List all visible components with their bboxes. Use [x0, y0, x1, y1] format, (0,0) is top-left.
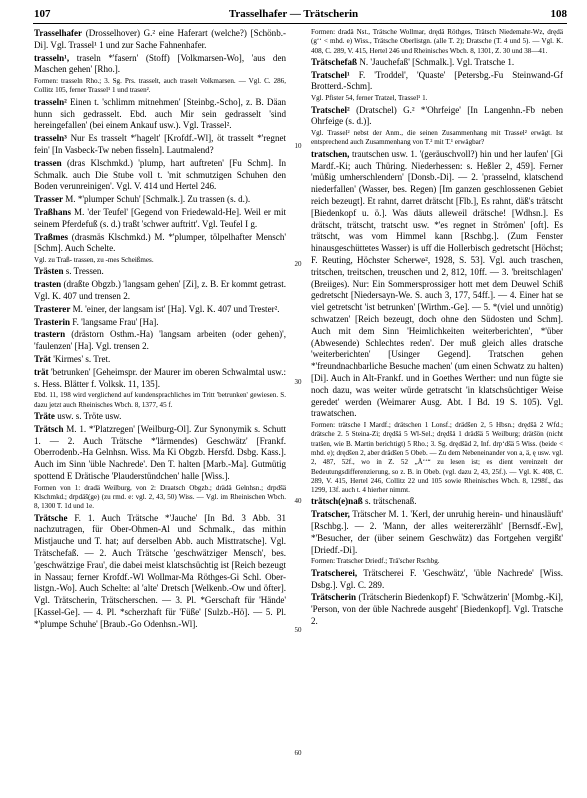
- line-number-40: 40: [294, 497, 302, 505]
- line-number-60: 60: [294, 749, 302, 757]
- entry-text: M. 1. *'Platzregen' [Weilburg-Ol]. Zur Synonymik s. Schutt 1. — 2. Auch Trätsche *'lärmendes) Geschwätz' [Frankf. Oberrodenb.-Ha Gelnhsn. Wiss. Ma Ki Obgzb. Hersfd. Dsbg. Kass.]. Auch im Sinn 'üble Nachrede'. Den T. halten [Marb.-Ma]. Gutmütig spottend E Drätische 'Plauderstündchen' halle [Wiss.].: [34, 423, 287, 481]
- line-number-20: 20: [294, 260, 302, 268]
- entry-text: F. 'langsame Frau' [Ha].: [72, 316, 159, 327]
- entry-text: (Drosselhover) G.² eine Haferart (welche?) [Schönb.-Di]. Vgl. Trassel¹ 1 und zur Sache Fahnenhafer.: [34, 28, 286, 50]
- headword: trasseln¹,: [34, 52, 70, 63]
- headword: Trätsch: [34, 423, 64, 434]
- entry-text: s. Tressen.: [65, 266, 104, 277]
- left-entry-19: [34, 424, 286, 483]
- left-entry-14: [34, 329, 286, 353]
- line-number-30: 30: [294, 378, 302, 386]
- entry-text: 'Kirmes' s. Tret.: [53, 354, 111, 365]
- left-entry-0: [34, 28, 286, 52]
- entry-text: M. 'der Teufel' [Gegend von Friedewald-He]. Weil er mit seinem Pferdefuß (s. d.) traßt 'schwer auftritt'. Vgl. Teufel I g.: [34, 206, 286, 229]
- right-entry-12: [311, 592, 563, 627]
- entry-text: Trätscherei F. 'Geschwätz', 'üble Nachrede' [Wiss. Dsbg.]. Vgl. C. 289.: [311, 567, 563, 590]
- left-entry-1: [34, 53, 286, 77]
- headword: Trätschefaß: [311, 56, 358, 67]
- right-entry-6: [311, 149, 563, 420]
- right-entry-11: [311, 568, 563, 592]
- entry-text: Formen: trätsche I Mardf.; drätschen 1 Lonsf.; drädšen 2, 5 Hbsn.; drędšä 2 Wfd.; drätsche 2. 5 Steina-Zi; drędšä 5 Wl-Sel.; drędšä 1 drädšä 5 Weilburg; drätšön (nicht tratšen, wie B. Martin berichtigt) 5 Rho.; 3. Sg. drędšäd 2, Inf. drpʻdšä 5 Wiss. (beide < mhd. e); drędšen 2, aber drädšen 5 Obeb. — Zu dem Nebeneinander von a, ä, ę usw. vgl. 2, 487, 52f., wo in Z. 52 „Äʻʻ“ zu lesen ist; es dient vereinzelt der Bedeutungsdifferenzierung, so z. B. in Obeb. (vgl. dazu 2, 43, 25f.). — Vgl. K. 408, C. 289, V. 415, Hertel 246, Collitz 22 und 105 sowie Rheinisches Wbch. 8, 1298f., das 1299, 13f. auch t. 4 hierher nimmt.: [311, 421, 563, 495]
- entry-text: (drasmäs Klschmkd.) M. *'plumper, tölpelhafter Mensch' [Schm]. Auch Schelte.: [34, 231, 286, 254]
- headword: trasten: [34, 279, 62, 290]
- headword: Trästen: [34, 266, 64, 277]
- right-entry-9: [311, 509, 563, 556]
- headword: trätsch(e)naß: [311, 496, 363, 507]
- line-number-10: 10: [294, 142, 302, 150]
- headword: Träte: [34, 411, 55, 421]
- left-entry-16: [34, 367, 286, 391]
- entry-text: s. trätschenaß.: [365, 496, 417, 507]
- left-entry-18: [34, 411, 286, 423]
- entry-text: (dras Klschmkd.) 'plump, hart auftreten' [Fu Schm]. In Schmalk. auch Die Stube voll t. 'mit schmutzigen Schuhen den Boden verunreinigen'. Vgl. V. 414 und Hertel 246.: [34, 157, 286, 192]
- headword: Trasterer: [34, 303, 71, 314]
- entry-text: Nur Es trasselt *'hagelt' [Krofdf.-Wl], öt trasselt *'regnet fein' [In Vasbeck-Tw neben fisseln]. Lautmalend?: [34, 133, 286, 155]
- left-entry-20: [34, 484, 286, 512]
- headword: Trasterin: [34, 316, 71, 327]
- entry-text: (drästorn Osthm.-Ha) 'langsam arbeiten (oder gehen)', 'faulenzen' [Ha]. Vgl. trensen 2.: [34, 329, 287, 352]
- entry-text: trautschen usw. 1. '(geräuschvoll?) hin und her laufen' [Gi Mardf.-Ki; auch Thüring. Niederhessen: s. Heßler 2, 459]. Ferner 'müßig umherschlendern' [Donsb.-Di]. — 2. 'prasselnd, klatschend niederfallen' (Wasser, bes. Regen) [Im ganzen geschlossenen Gebiet reich bezeugt]. Et rahnt, darret drätscht [Flb.], Es rahnt, däß's trätscht [Biedenkopf u. ö.]. Was däuts alleweil drätsche! [Wdhsn.]. Es drätscht, trätscht, tratscht usw. *'es regnet in Strömen' [oft]. Es trätscht, was vom Himmel kann [Rschbg.]. (Zum Fenster hinausgeschüttetes Wasser) is uff die Hollerbisch gedretscht [Höchst; F. Reuting, Höchster Scherwe², 1928, S. 53]. Vgl. auch traschen, tritschen, treitschen, treuschen und 2, 812, 10ff. — 3. 'breitschlagen' (Breiiges). Nur: Ein Sommersprossiger hott met dem Deuwel Schiß gedretscht [Niedersayn-We. S. auch 3, 177, 54ff.]. — 4. Einer hat se viel getretscht 'ist betrunken' [Wirthm.-Ge]. — 5. *(viel und unnötig) schwatzen' [Reich bezeugt, doch ohne den Südosten und Schm]. Auch mit dem Sinn 'Heimlichkeiten weiterberichten', *'über (Abwesende) Schlechtes reden'. Der muß gleich alles dratsche 'weiterberichten' [Usinger Gegend]. Tratschen gehen *'freundnachbarliche Besuche machen' (um einen Schwatz zu halten) [Di]. Auch in Alt-Frankf. und in Goethes Werther: und nun fügte sie noch dazu, was weiter würde getratscht 'in klatschsüchtiger Weise geredet' werden (Weimarer Ausg. Abt. I Bd. 19 S. 105). Vgl. trawatschen.: [311, 148, 563, 419]
- left-entry-7: [34, 207, 286, 231]
- right-entry-1: [311, 57, 563, 69]
- left-entry-15: [34, 354, 286, 366]
- entry-text: N. 'Jauchefaß' [Schmalk.]. Vgl. Tratsche 1.: [359, 56, 515, 67]
- headword: Tratscher,: [311, 509, 350, 520]
- right-column: [311, 28, 563, 628]
- left-entry-4: [34, 133, 286, 157]
- headword: tratschen,: [311, 148, 350, 159]
- entry-text: (draßte Obgzb.) 'langsam gehen' [Zi], z. B. Er kommt getrast. Vgl. K. 407 und trensen 2.: [34, 279, 286, 302]
- right-entry-5: [311, 129, 563, 148]
- entry-text: Ebd. 11, 198 wird verglichend auf kundensprachliches im Tritt 'betrunken' gewiesen. S. dazu jetzt auch Rheinisches Wbch. 8, 1377, 45 f.: [34, 391, 286, 409]
- left-entry-10: [34, 266, 286, 278]
- headword: trasseln³: [34, 133, 67, 144]
- headword: trassen: [34, 157, 62, 168]
- headword: trastern: [34, 329, 66, 340]
- left-column: [34, 28, 286, 631]
- left-entry-2: [34, 77, 286, 96]
- right-entry-2: [311, 70, 563, 94]
- entry-text: M. *'plumper Schuh' [Schmalk.]. Zu trassen (s. d.).: [65, 194, 251, 205]
- headword: Traßhans: [34, 206, 72, 217]
- headword: Tratscherei,: [311, 567, 358, 578]
- left-entry-3: [34, 97, 286, 132]
- line-number-50: 50: [294, 626, 302, 634]
- right-entry-10: [311, 557, 563, 566]
- entry-text: usw. s. Tröte usw.: [57, 411, 122, 421]
- headword: Trätsche: [34, 512, 68, 523]
- entry-text: Einen t. 'schlimm mitnehmen' [Steinbg.-Scho], z. B. Däan hunn sich gedrasselt. Ebd. auch Mir sein gedrasselt 'sind hereingefallen' (bei einem Ankauf usw.). Vgl. Trassel².: [34, 96, 287, 131]
- left-page-number: 107: [34, 8, 51, 20]
- entry-text: M. 'einer, der langsam ist' [Ha]. Vgl. K. 407 und Trester².: [72, 303, 280, 314]
- entry-text: Formen: trasseln Rho.; 3. Sg. Prs. trasselt, auch traselt Volkmarsen. — Vgl. C. 286, Collitz 105, ferner Trassel¹ 1 und trasen².: [34, 77, 286, 95]
- left-entry-6: [34, 194, 286, 206]
- right-page-number: 108: [550, 8, 567, 20]
- right-entry-8: [311, 496, 563, 508]
- entry-text: traseln *'fasern' (Stoff) [Volkmarsen-Wo], 'aus den Maschen gehen' [Rho.].: [34, 52, 286, 75]
- page-header: [0, 0, 587, 22]
- left-entry-17: [34, 391, 286, 410]
- headword: Traßmes: [34, 231, 69, 242]
- right-entry-4: [311, 105, 563, 129]
- right-entry-3: [311, 94, 563, 103]
- entry-text: Formen: dradä Nst., Trätsche Wollmar, drędä Röthges, Trätsch Niedemahr-Wz, drędä (gʻʻ < mhd. e) Wiss., Trätsche Oberlistgn. (alle T. 2); Dratsche (T. 4 und 5). — Vgl. K. 408, C. 289, V. 415, Hertel 246 und Rheinisches Wbch. 8, 1301, Z. 30 und 38—41.: [311, 28, 563, 55]
- entry-text: (Trätscherin Biedenkopf) F. 'Schwätzerin' [Mombg.-Ki], 'Person, von der üble Nachrede ausgeht' [Biedenkopf]. Vgl. Tratsche 2.: [311, 592, 563, 626]
- entry-text: Vgl. Trassel² nebst der Anm., die seinen Zusammenhang mit Trassel² erwägt. Ist entsprechend auch Zusammenhang von T.² mit T.¹ erwägbar?: [311, 129, 563, 147]
- entry-text: 'betrunken' [Geheimspr. der Maurer im oberen Schwalmtal usw.: s. Hess. Blätter f. Volksk. 11, 135].: [34, 366, 286, 389]
- left-entry-12: [34, 304, 286, 316]
- entry-text: Vgl. zu Traß- trassen, zu -mes Scheißmes.: [34, 256, 154, 265]
- left-entry-8: [34, 232, 286, 256]
- right-entry-7: [311, 421, 563, 495]
- headword: Trasser: [34, 194, 63, 205]
- right-entry-0: [311, 28, 563, 56]
- headword: Trät: [34, 354, 51, 365]
- entry-text: (Dratschel) G.² *'Ohrfeige' [In Langenhn.-Fb neben Ohrfeige (s. d.)].: [311, 104, 564, 127]
- headword: Trätscherin: [311, 592, 357, 603]
- entry-text: F. 'Troddel', 'Quaste' [Petersbg.-Fu Steinwand-Gf Brotterd.-Schm].: [311, 69, 564, 92]
- left-entry-13: [34, 317, 286, 329]
- headword: Tratschel²: [311, 104, 350, 115]
- left-entry-5: [34, 158, 286, 193]
- headword: Trasselhafer: [34, 28, 83, 38]
- entry-text: Formen: Tratscher Driedf.; Trä'scher Rschbg.: [311, 557, 440, 566]
- left-entry-9: [34, 256, 286, 265]
- header-rule: [33, 23, 567, 24]
- headword: trät: [34, 366, 49, 377]
- headword: trasseln²: [34, 96, 67, 107]
- entry-text: Vgl. Pfister 54, ferner Tratzel, Trassel¹ 1.: [311, 94, 428, 103]
- entry-text: Formen von 1: dradä Weilburg, von 2: Draatsch Obgzb.; drädä Gelnhsn.; drpdšä Klschmkd.; drpdäš(ge) (zu rmd. e: vgl. 2, 43, 50) Wiss. — Vgl. im Rheinischen Wbch. 8, 1300 T. 1d und 1e.: [34, 483, 286, 511]
- entry-text: F. 1. Auch Trätsche *'Jauche' [In Bd. 3 Abb. 31 nachzutragen, für Ober-Ohmen-Al und Schmalk., das mithin Mistjauche und T. hat; auf derselben Abb. auch Misttratsche]. Vgl. Trätschefaß. — 2. Auch Trätsche 'geschwätziger Mensch', bes. 'geschwätzige Frau', die dabei meist klatschsüchtig ist [Reich bezeugt in Nassau; ferner Krofdf.-Wl Wollmar-Ma Röthges-Gi Schl. Ober-listgn.-Wo]. Auch Schelte: al 'alte' Dretsch [Welkenb.-Ow und öfter]. Vgl. Trätscherin, Trätscherschen. — 3. Pl. *Gerschaft für 'Hände' [Kassel-Ge]. — 4. Pl. *scherzhaft für 'Füße' [Sulzb.-Hö]. — 5. Pl. *'plumpe Schuhe' [Braub.-Go Odenhsn.-Wl].: [34, 512, 286, 629]
- headword: Tratschel¹: [311, 69, 350, 80]
- entry-text: Trätscher M. 1. 'Kerl, der unruhig herein- und hinausläuft' [Rschbg.]. — 2. 'Mann, der alles weitererzählt' [Bernsdf.-Ew], *'Besucher, der (über seinem Geschwätz) das Fortgehen vergißt' [Driedf.-Di].: [311, 509, 563, 555]
- running-title: Trasselhafer — Trätscherin: [228, 8, 359, 20]
- left-entry-11: [34, 279, 286, 303]
- left-entry-21: [34, 513, 286, 631]
